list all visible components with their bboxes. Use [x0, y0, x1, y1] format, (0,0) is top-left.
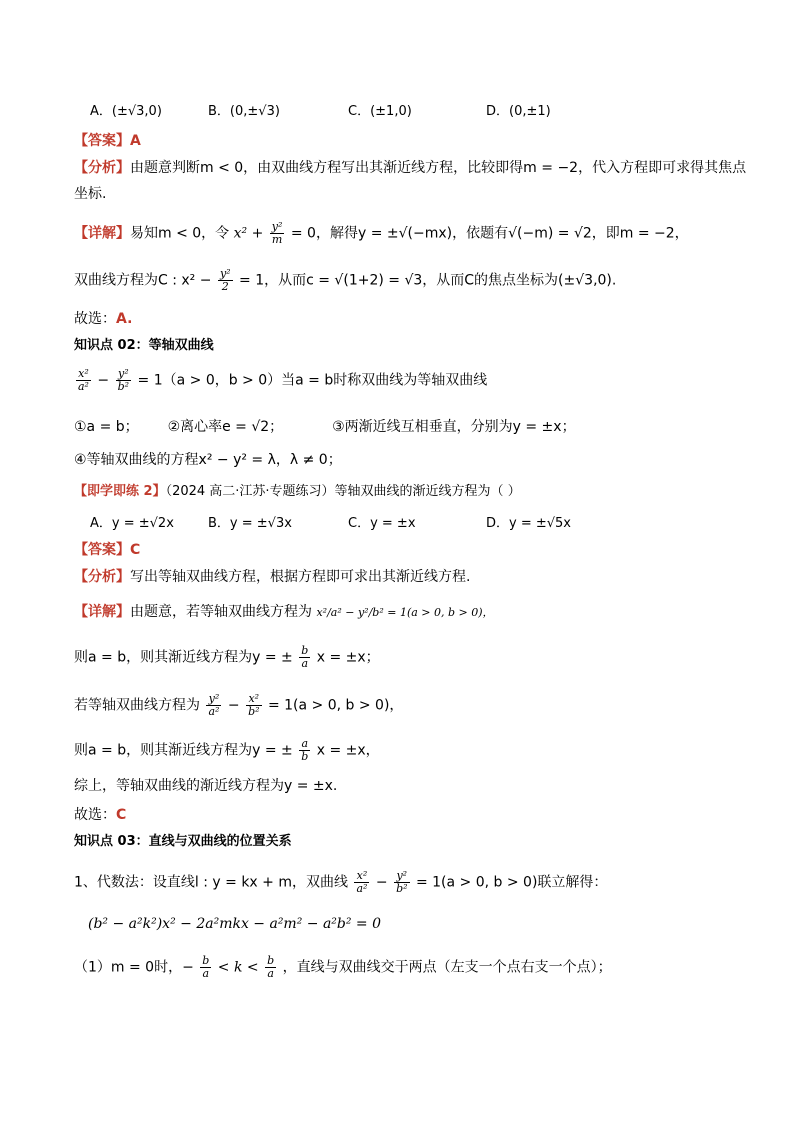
kp2-item-1: ①a = b；: [74, 419, 139, 435]
kp2-item-3: ③两渐近线互相垂直，分别为y = ±x；: [332, 419, 576, 435]
option-a: A．y = ±√2x: [90, 516, 174, 531]
q2-line3: 若等轴双曲线方程为 $\frac{\text{y²}}{\text{a²}}$ − $\frac{\text{x²}}{\text{b²}}$ = 1(a > 0, b > 0)，: [74, 692, 404, 718]
analysis-text: 由题意判断m < 0，由双曲线方程写出其渐近线方程，比较即得m = −2，代入方程即可求得其焦点: [130, 160, 747, 176]
kp2-item-2: ②离心率e = √2；: [167, 419, 284, 435]
kp2-items: [74, 417, 576, 437]
option-a: A．(±√3,0): [90, 104, 162, 119]
fraction: $\frac{\text{y²}}{2}$: [219, 267, 231, 293]
q1-analysis: [74, 158, 746, 178]
fraction: $\frac{\text{y²}}{m}$: [271, 220, 283, 246]
fraction: $\frac{\text{x²}}{\text{b²}}$: [248, 692, 260, 718]
kp3-equation: (b² − a²k²)x² − 2a²mkx − a²m² − a²b² = 0: [88, 916, 382, 932]
fraction: $\frac{a}{b}$: [301, 737, 309, 763]
fraction: $\frac{\text{y²}}{\text{a²}}$: [208, 692, 220, 718]
option-b: B．(0,±√3): [208, 104, 280, 119]
kp2-definition: $\frac{\text{x²}}{\text{a²}}$ − $\frac{\text{y²}}{\text{b²}}$ = 1（a > 0，b > 0）当a = b时称双曲线为等轴双曲线: [78, 367, 488, 393]
q1-analysis-cont: 坐标.: [74, 186, 107, 202]
q2-stem: 【即学即练 2】（2024 高二·江苏·专题练习）等轴双曲线的渐近线方程为（ ）: [74, 484, 521, 499]
option-d: D．y = ±√5x: [486, 516, 572, 531]
fraction: $\frac{b}{a}$: [301, 644, 309, 670]
q2-line4: 则a = b，则其渐近线方程为y = ± $\frac{a}{b}$ x = ±x，: [74, 737, 380, 763]
fraction: $\frac{\text{x²}}{\text{a²}}$: [78, 367, 89, 393]
answer-value: A: [130, 133, 141, 149]
kp2-title: 知识点 02：等轴双曲线: [74, 338, 214, 353]
q2-answer: 【答案】C: [74, 542, 141, 558]
fraction: $\frac{\text{x²}}{\text{a²}}$: [356, 869, 368, 895]
q2-line2: 则a = b，则其渐近线方程为y = ± $\frac{b}{a}$ x = ±x；: [74, 644, 380, 670]
q2-detail: 【详解】由题意，若等轴双曲线方程为 x²/a² − y²/b² = 1(a > 0, b > 0)，: [74, 604, 494, 620]
option-b: B．y = ±√3x: [208, 516, 292, 531]
q2-label: 【即学即练 2】: [74, 484, 166, 499]
q2-summary: 综上，等轴双曲线的渐近线方程为y = ±x.: [74, 778, 338, 794]
q1-detail: 【详解】易知m < 0，令 x² + $\frac{\text{y²}}{m}$ = 0，解得y = ±√(−mx)，依题有√(−m) = √2，即m = −2，: [74, 220, 689, 246]
q1-choose: 故选：A.: [74, 311, 133, 327]
q2-choose: 故选：C: [74, 807, 127, 823]
option-d: D．(0,±1): [486, 104, 551, 119]
kp3-line1: 1、代数法：设直线l : y = kx + m，双曲线 $\frac{\text{x²}}{\text{a²}}$ − $\frac{\text{y²}}{\text{b²}}$ = 1(a > 0, b > 0)联立解得：: [74, 869, 608, 895]
detail-tag: 【详解】: [74, 225, 130, 242]
fraction: $\frac{\text{y²}}{\text{b²}}$: [396, 869, 408, 895]
kp3-case1: （1）m = 0时，− $\frac{b}{a}$ < k < $\frac{b}{a}$ ，直线与双曲线交于两点（左支一个点右支一个点）；: [74, 954, 612, 980]
analysis-tag: 【分析】: [74, 160, 130, 176]
fraction: $\frac{b}{a}$: [267, 954, 275, 980]
q1-answer: [74, 131, 141, 151]
kp2-item-4: ④等轴双曲线的方程x² − y² = λ，λ ≠ 0；: [74, 452, 342, 468]
fraction: $\frac{b}{a}$: [202, 954, 210, 980]
kp3-title: 知识点 03：直线与双曲线的位置关系: [74, 834, 292, 849]
q2-analysis: 【分析】写出等轴双曲线方程，根据方程即可求出其渐近线方程.: [74, 569, 471, 585]
q1-detail-line2: 双曲线方程为C : x² − $\frac{\text{y²}}{2}$ = 1，从而c = √(1+2) = √3，从而C的焦点坐标为(±√3,0).: [74, 267, 617, 293]
answer-tag: 【答案】: [74, 133, 130, 149]
option-c: C．(±1,0): [348, 104, 412, 119]
option-c: C．y = ±x: [348, 516, 416, 531]
fraction: $\frac{\text{y²}}{\text{b²}}$: [117, 367, 130, 393]
